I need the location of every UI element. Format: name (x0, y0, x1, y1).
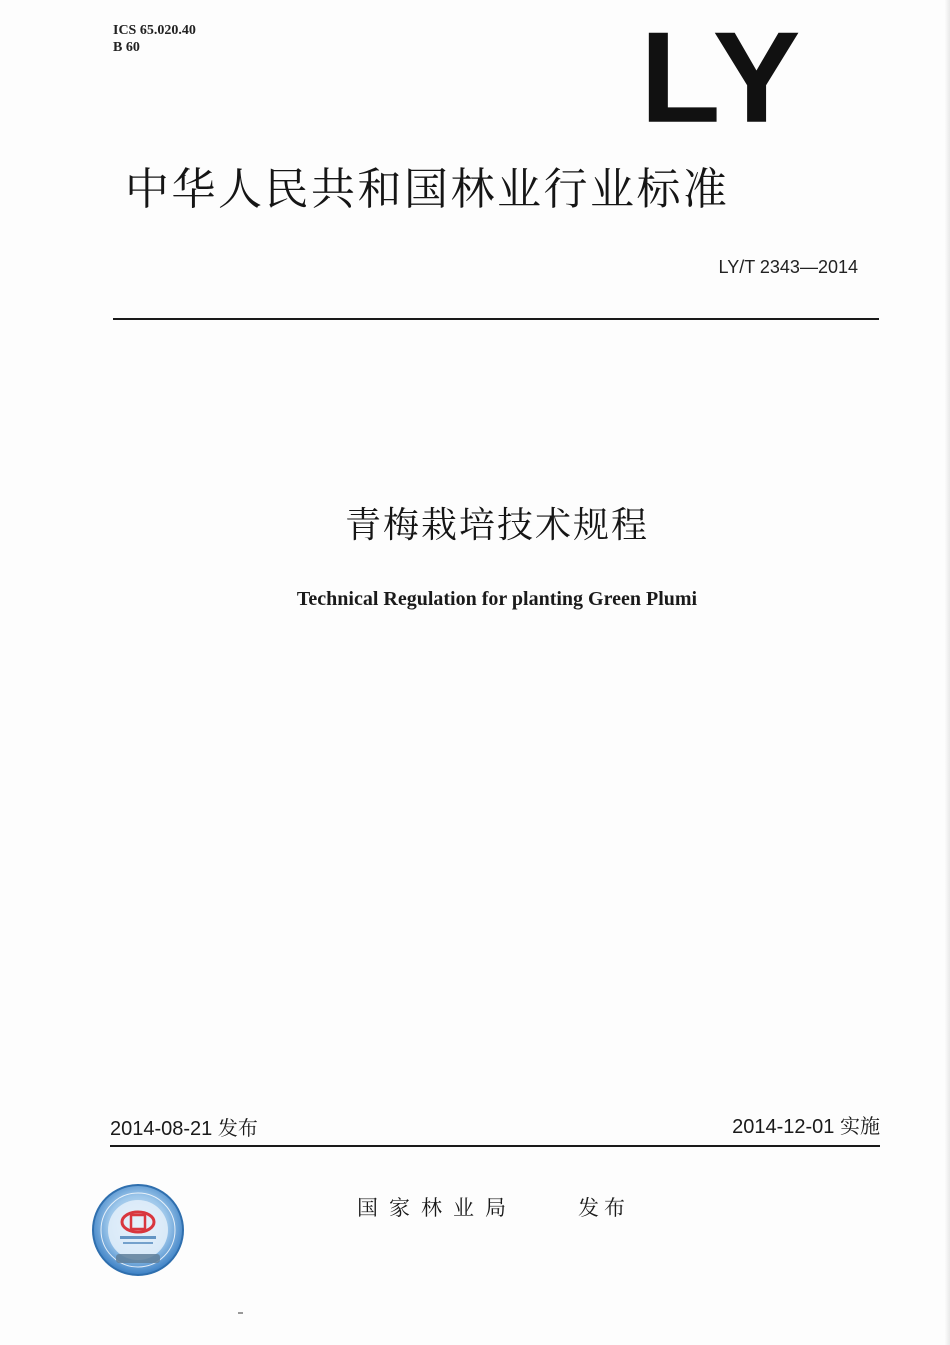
anti-counterfeit-seal-icon (90, 1182, 186, 1278)
implementation-date: 2014-12-01 实施 (732, 1116, 880, 1138)
top-divider (113, 318, 879, 320)
bottom-divider (110, 1145, 880, 1147)
publisher-name: 国家林业局 (357, 1196, 517, 1220)
category-mark: LY (640, 5, 805, 150)
document-title-english: Technical Regulation for planting Green Plumi (296, 588, 698, 610)
document-title-chinese: 青梅栽培技术规程 (344, 505, 649, 546)
ccs-code: B 60 (113, 40, 140, 55)
standard-number: LY/T 2343—2014 (718, 257, 858, 277)
classification-codes (113, 22, 196, 56)
ics-code: ICS 65.020.40 (113, 23, 196, 38)
issue-date: 2014-08-21 发布 (110, 1118, 258, 1140)
page-edge-shadow (944, 0, 950, 1345)
standard-type-heading: 中华人民共和国林业行业标准 (125, 164, 730, 215)
scan-speck (238, 1312, 243, 1314)
publisher-action: 发布 (578, 1196, 630, 1220)
